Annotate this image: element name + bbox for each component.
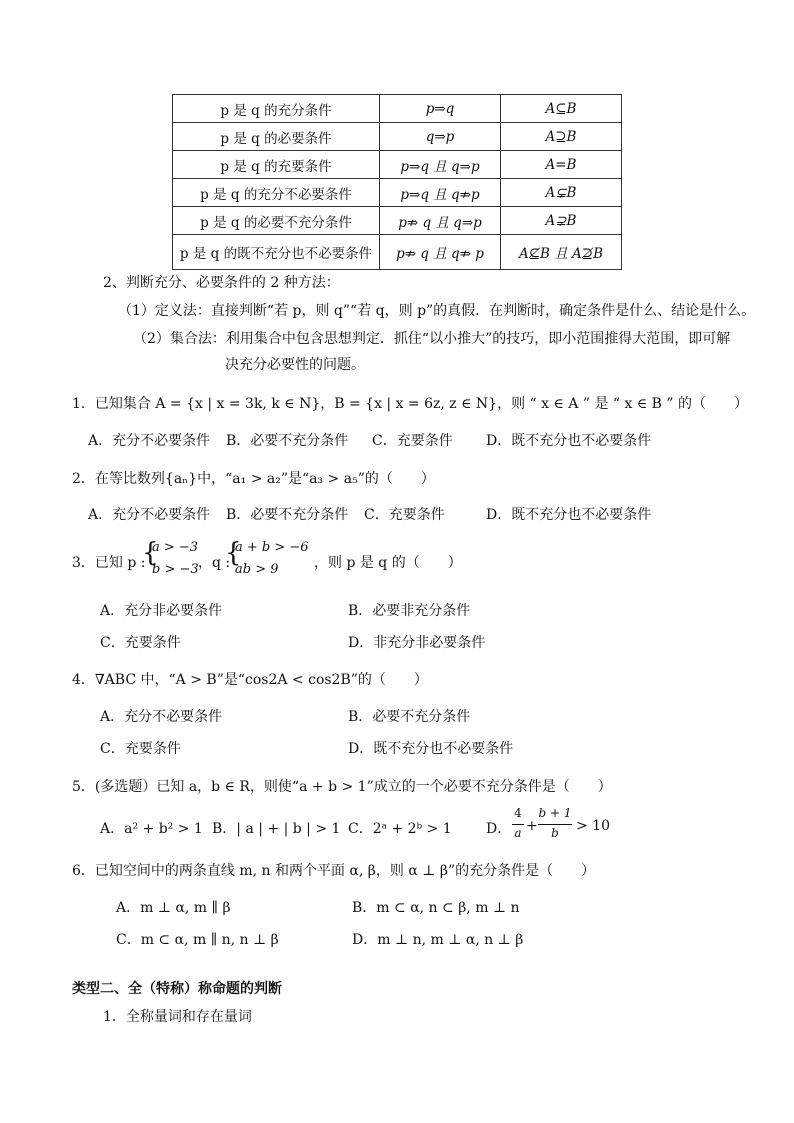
question-3-prefix: 3．已知 p : [72, 555, 146, 571]
fraction-1-denominator: a [514, 826, 522, 840]
question-1-stem: 1．已知集合 A = {x | x = 3k, k ∈ N}，B = {x | x = 6z, z ∈ N}，则 “ x ∈ A ” 是 “ x ∈ B ” 的（ ） [72, 396, 749, 412]
table-row [173, 235, 622, 270]
question-6-option-b: B．m ⊂ α, n ⊂ β, m ⊥ n [352, 900, 520, 916]
set-cell: A⊇B [501, 123, 622, 151]
plus-sign: + [526, 818, 538, 834]
question-5-stem: 5．(多选题）已知 a，b ∈ R，则使“a + b > 1”成立的一个必要不充分条件是（ ） [72, 779, 612, 795]
question-2-option-c: C．充要条件 [364, 507, 445, 523]
set-cell: A⊆B [501, 95, 622, 123]
question-1-option-d: D．既不充分也不必要条件 [486, 433, 652, 449]
question-5-option-c: C．2ᵃ + 2ᵇ > 1 [348, 821, 452, 837]
methods-heading: 2、判断充分、必要条件的 2 种方法： [103, 275, 340, 291]
question-6-option-c: C．m ⊂ α, m ∥ n, n ⊥ β [116, 932, 279, 948]
question-3-option-d: D．非充分非必要条件 [348, 635, 486, 651]
question-3-p-line1: a > −3 [152, 540, 199, 555]
question-4-option-b: B．必要不充分条件 [348, 709, 471, 725]
question-3-p-line2: b > −3 [152, 562, 199, 577]
set-cell: A=B [501, 151, 622, 179]
table-row [173, 151, 622, 179]
set-cell: A⊋B [501, 207, 622, 235]
question-3-option-c: C．充要条件 [100, 635, 181, 651]
table-row [173, 95, 622, 123]
question-5-option-d-suffix: > 10 [576, 818, 610, 834]
fraction-2-denominator: b [551, 826, 559, 840]
logic-cell: p⇒q 且 q⇏p [380, 179, 501, 207]
question-3-q-line1: a + b > −6 [235, 540, 309, 555]
question-3-mid: ，q : [198, 555, 231, 571]
question-4-option-a: A．充分不必要条件 [100, 709, 223, 725]
fraction-2-bar [538, 824, 572, 825]
question-3-option-b: B．必要非充分条件 [348, 603, 471, 619]
question-6-option-d: D．m ⊥ n, m ⊥ α, n ⊥ β [352, 932, 524, 948]
question-3-brace-p: { [142, 538, 159, 568]
question-4-stem: 4．∇ABC 中，“A > B”是“cos2A < cos2B”的（ ） [72, 672, 428, 688]
set-cell: A⊈B 且 A⊉B [501, 235, 622, 270]
question-3-option-a: A．充分非必要条件 [100, 603, 223, 619]
set-cell: A⊊B [501, 179, 622, 207]
question-5-option-a: A．a² + b² > 1 [100, 821, 203, 837]
fraction-1-bar [512, 824, 524, 825]
section-item-1: 1．全称量词和存在量词 [103, 1009, 252, 1025]
logic-cell: p⇏ q 且 q⇒p [380, 207, 501, 235]
question-6-stem: 6．已知空间中的两条直线 m, n 和两个平面 α, β，则 α ⊥ β”的充分条件是（ ） [72, 863, 596, 879]
question-5-option-d-label: D． [486, 821, 512, 837]
question-2-option-a: A．充分不必要条件 [88, 507, 211, 523]
fraction-1-numerator: 4 [514, 806, 522, 820]
table-row [173, 123, 622, 151]
logic-cell: q⇒p [380, 123, 501, 151]
question-4-option-d: D．既不充分也不必要条件 [348, 741, 514, 757]
question-4-option-c: C．充要条件 [100, 741, 181, 757]
question-3-q-line2: ab > 9 [235, 562, 279, 577]
fraction-2-numerator: b + 1 [538, 806, 572, 820]
question-1-option-c: C．充要条件 [372, 433, 453, 449]
question-3-suffix: ，则 p 是 q 的（ ） [314, 555, 462, 571]
question-6-option-a: A．m ⊥ α, m ∥ β [116, 900, 231, 916]
condition-cell: p 是 q 的既不充分也不必要条件 [173, 235, 380, 270]
condition-cell: p 是 q 的必要不充分条件 [173, 207, 380, 235]
condition-cell: p 是 q 的充要条件 [173, 151, 380, 179]
condition-cell: p 是 q 的充分不必要条件 [173, 179, 380, 207]
question-3-brace-q: { [225, 538, 242, 568]
conditions-table [172, 94, 622, 270]
method-definition: （1）定义法：直接判断“若 p，则 q”“若 q，则 p”的真假．在判断时，确定条件是什么、结论是什么。 [118, 303, 756, 319]
question-1-option-a: A．充分不必要条件 [88, 433, 211, 449]
logic-cell: p⇒q [380, 95, 501, 123]
table-row [173, 179, 622, 207]
question-1-option-b: B．必要不充分条件 [226, 433, 349, 449]
table-row [173, 207, 622, 235]
question-2-option-d: D．既不充分也不必要条件 [486, 507, 652, 523]
logic-cell: p⇒q 且 q⇒p [380, 151, 501, 179]
question-2-stem: 2．在等比数列{aₙ}中，“a₁ > a₂”是“a₃ > a₅”的（ ） [72, 471, 435, 487]
method-set-line1: （2）集合法：利用集合中包含思想判定．抓住“以小推大”的技巧，即小范围推得大范围，即可解 [133, 331, 731, 347]
question-5-option-b: B．| a | + | b | > 1 [212, 821, 341, 837]
question-2-option-b: B．必要不充分条件 [226, 507, 349, 523]
condition-cell: p 是 q 的必要条件 [173, 123, 380, 151]
logic-cell: p⇏ q 且 q⇏ p [380, 235, 501, 270]
section-title: 类型二、全（特称）称命题的判断 [72, 981, 282, 997]
method-set-line2: 决充分必要性的问题。 [225, 357, 365, 373]
condition-cell: p 是 q 的充分条件 [173, 95, 380, 123]
